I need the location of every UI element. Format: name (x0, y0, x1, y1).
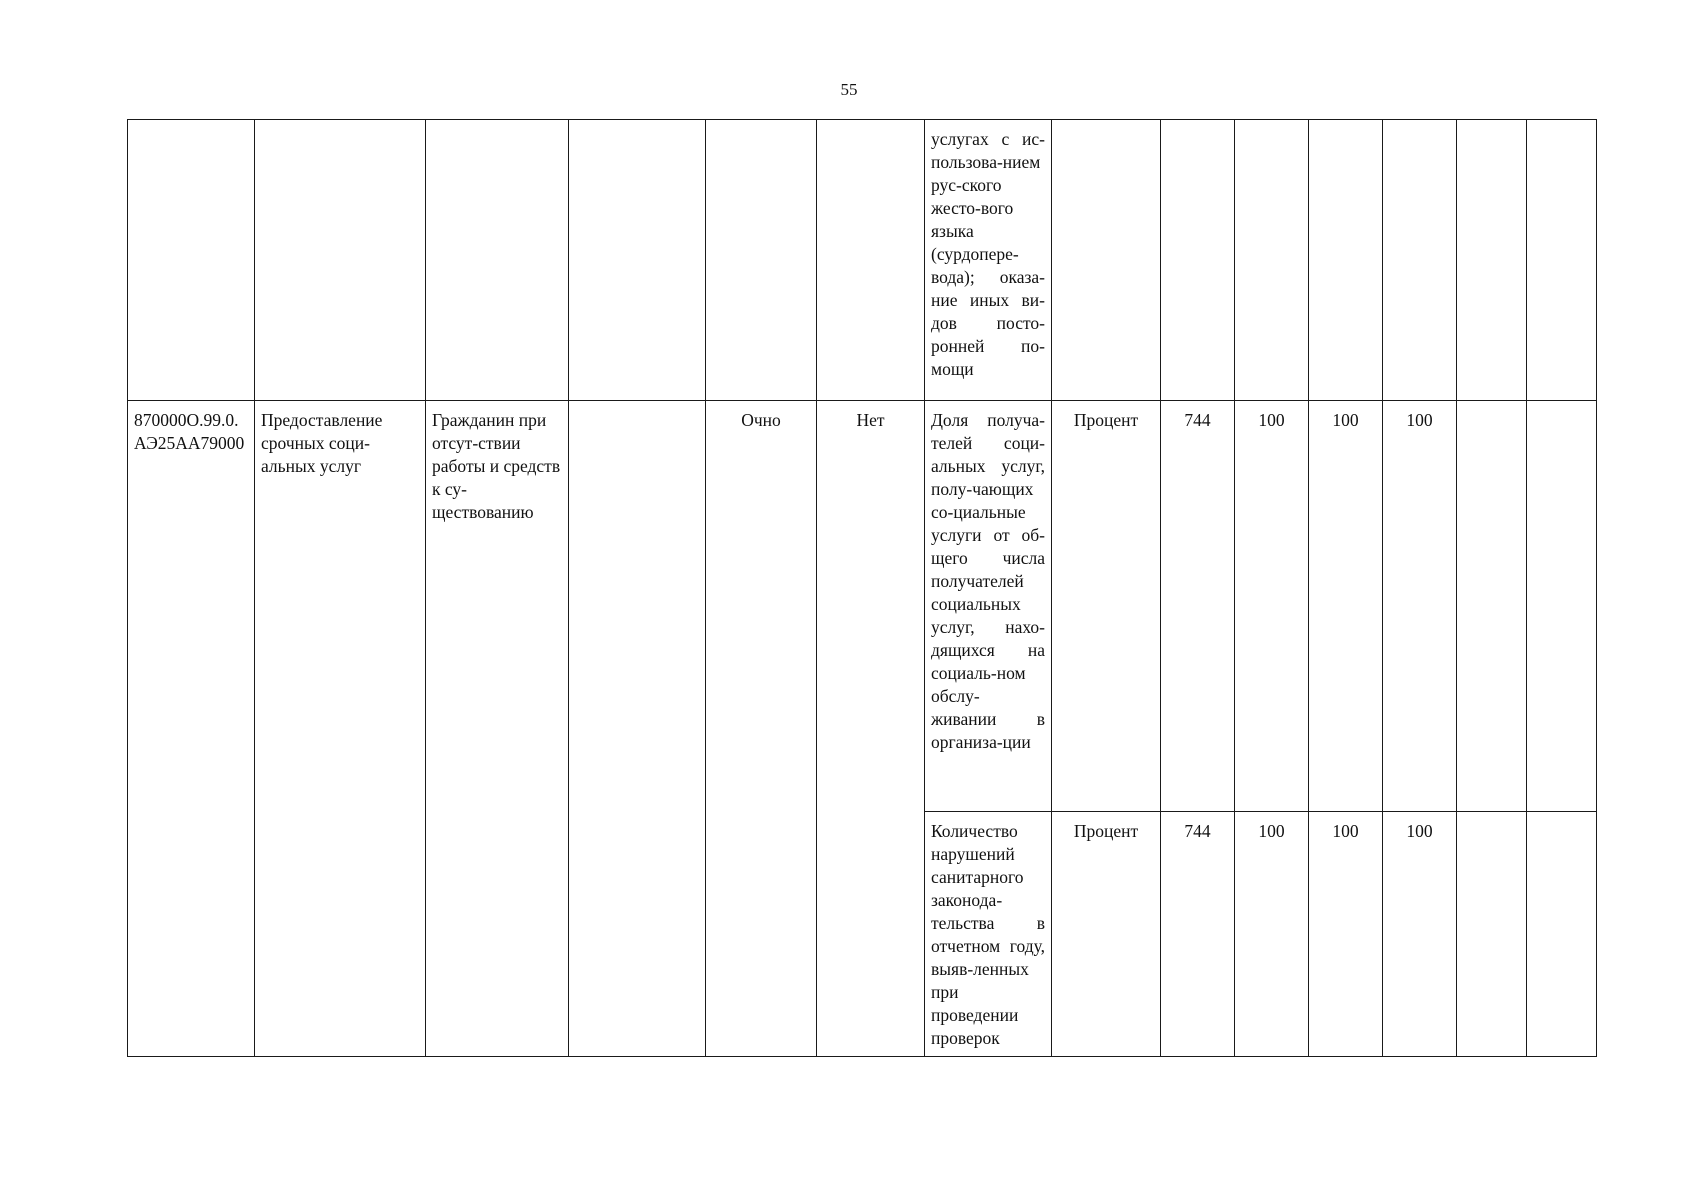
cell-form: Очно (706, 401, 817, 1057)
cell-value-4 (1457, 401, 1527, 812)
cell-unit: Процент (1052, 401, 1161, 812)
cell-value-2: 100 (1309, 401, 1383, 812)
cell-value-5 (1527, 812, 1597, 1057)
cell-registry-code: 870000О.99.0.АЭ25АА79000 (128, 401, 255, 1057)
cell-value-5 (1527, 401, 1597, 812)
page-number: 55 (840, 80, 858, 99)
cell-form (706, 120, 817, 401)
cell-value-2 (1309, 120, 1383, 401)
cell-flag: Нет (817, 401, 925, 1057)
cell-value-1: 100 (1235, 812, 1309, 1057)
cell-service (255, 120, 426, 401)
cell-value-3 (1383, 120, 1457, 401)
cell-col4 (569, 120, 706, 401)
services-table (127, 119, 1597, 1057)
cell-col4 (569, 401, 706, 1057)
cell-value-3: 100 (1383, 812, 1457, 1057)
cell-value-4 (1457, 812, 1527, 1057)
cell-unit: Процент (1052, 812, 1161, 1057)
cell-flag (817, 120, 925, 401)
cell-indicator-continuation: услугах с ис-пользова-нием рус-ского жесто-вого языка (сурдопере-вода); оказа-ние иных ви-дов посто-ронней по-мощи (925, 120, 1052, 401)
cell-value-1: 100 (1235, 401, 1309, 812)
cell-unit-code: 744 (1161, 401, 1235, 812)
cell-indicator-name: Доля получа-телей соци-альных услуг, полу-чающих со-циальные услуги от об-щего числа получателей социальных услуг, нахо-дящихся на социаль-ном обслу-живании в организа-ции (925, 401, 1052, 812)
cell-value-1 (1235, 120, 1309, 401)
cell-indicator-name: Количество нарушений санитарного законода-тельства в отчетном году, выяв-ленных при проведении проверок (925, 812, 1052, 1057)
table-row-continuation (128, 120, 1597, 401)
cell-value-2: 100 (1309, 812, 1383, 1057)
cell-value-3: 100 (1383, 401, 1457, 812)
cell-value-5 (1527, 120, 1597, 401)
table-row-main (128, 401, 1597, 812)
cell-category (426, 120, 569, 401)
cell-recipient-category: Гражданин при отсут-ствии работы и средств к су-ществованию (426, 401, 569, 1057)
cell-value-4 (1457, 120, 1527, 401)
cell-unit-code (1161, 120, 1235, 401)
cell-code (128, 120, 255, 401)
cell-service-name: Предоставление срочных соци-альных услуг (255, 401, 426, 1057)
cell-unit (1052, 120, 1161, 401)
cell-unit-code: 744 (1161, 812, 1235, 1057)
